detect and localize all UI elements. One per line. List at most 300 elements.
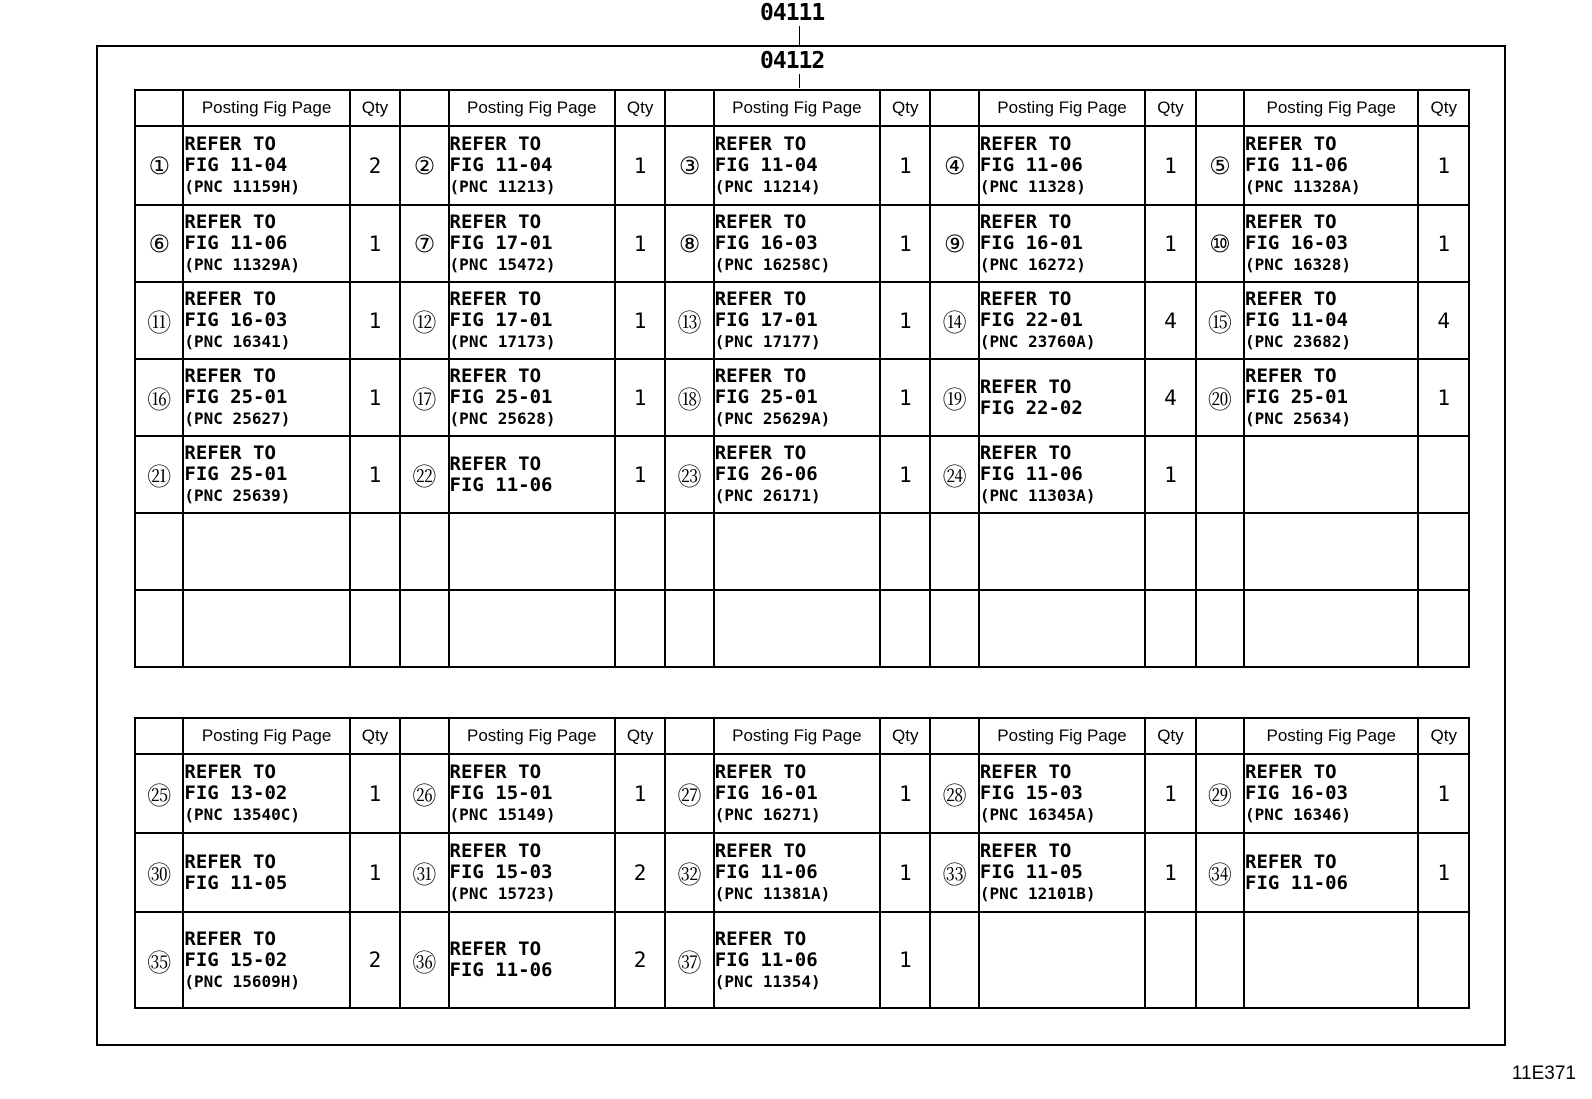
pnc-label: (PNC 11328A): [1245, 177, 1361, 196]
item-number: ⑧: [665, 205, 713, 282]
refer-to-label: REFER TO: [714, 288, 807, 310]
refer-to-label: REFER TO: [184, 211, 276, 233]
header-posting-fig-page: Posting Fig Page: [714, 718, 880, 754]
callout-leader-line: [799, 26, 800, 46]
fig-page-label: FIG 25-01: [1245, 386, 1348, 408]
header-qty: Qty: [1145, 90, 1195, 126]
posting-fig-reference: [979, 590, 1145, 667]
item-number: ③: [665, 126, 713, 205]
pnc-label: (PNC 25629A): [714, 409, 831, 428]
posting-fig-reference: [1244, 513, 1418, 590]
refer-to-label: REFER TO: [979, 375, 1072, 398]
item-number: [930, 513, 978, 590]
fig-page-label: FIG 16-01: [714, 782, 818, 804]
item-number: [930, 590, 978, 667]
header-posting-fig-page: Posting Fig Page: [449, 718, 615, 754]
quantity: 1: [350, 754, 400, 833]
posting-fig-reference: [714, 126, 880, 205]
header-posting-fig-page: Posting Fig Page: [1244, 90, 1418, 126]
pnc-label: (PNC 11381A): [714, 884, 831, 903]
posting-fig-reference: [714, 513, 880, 590]
header-posting-fig-page: Posting Fig Page: [449, 90, 615, 126]
quantity: 1: [615, 126, 665, 205]
fig-page-label: FIG 11-06: [449, 959, 553, 981]
refer-to-label: REFER TO: [979, 288, 1072, 310]
pnc-label: (PNC 16272): [979, 255, 1086, 274]
item-number: ㉑: [135, 436, 183, 513]
refer-to-label: REFER TO: [1245, 365, 1337, 387]
fig-page-label: FIG 16-03: [1245, 232, 1348, 254]
fig-page-label: FIG 17-01: [714, 309, 818, 331]
refer-to-label: REFER TO: [184, 365, 276, 387]
parts-reference-table-2: [134, 717, 1470, 1009]
quantity: [1418, 912, 1469, 1008]
refer-to-label: REFER TO: [184, 288, 276, 310]
fig-page-label: FIG 13-02: [184, 782, 288, 804]
header-number-cell: [930, 718, 978, 754]
quantity: 1: [350, 833, 400, 912]
pnc-label: (PNC 15723): [449, 884, 556, 903]
quantity: 2: [615, 912, 665, 1008]
assembly-callout-top: 04111: [760, 0, 825, 26]
item-number: ⑫: [400, 282, 448, 359]
posting-fig-reference: [449, 282, 615, 359]
posting-fig-reference: [449, 754, 615, 833]
quantity: 1: [615, 359, 665, 436]
item-number: ㉒: [400, 436, 448, 513]
item-number: ⑭: [930, 282, 978, 359]
quantity: 1: [615, 754, 665, 833]
fig-page-label: FIG 22-02: [979, 396, 1083, 419]
fig-page-label: FIG 11-06: [714, 861, 818, 883]
parts-reference-table-1: [134, 89, 1470, 668]
quantity: [1145, 513, 1195, 590]
item-number: ①: [135, 126, 183, 205]
item-number: ②: [400, 126, 448, 205]
header-number-cell: [1196, 90, 1244, 126]
fig-page-label: FIG 11-04: [1245, 309, 1348, 331]
posting-fig-reference: [449, 912, 615, 1008]
header-qty: Qty: [1418, 90, 1469, 126]
posting-fig-reference: [183, 912, 349, 1008]
pnc-label: (PNC 17177): [714, 332, 821, 351]
refer-to-label: REFER TO: [184, 850, 276, 873]
item-number: ㉖: [400, 754, 448, 833]
refer-to-label: REFER TO: [449, 840, 542, 862]
posting-fig-reference: [714, 205, 880, 282]
item-number: ⑳: [1196, 359, 1244, 436]
refer-to-label: REFER TO: [979, 761, 1072, 783]
table-row: [135, 754, 1469, 833]
posting-fig-reference: [1244, 912, 1418, 1008]
posting-fig-reference: [449, 126, 615, 205]
pnc-label: (PNC 25628): [449, 409, 556, 428]
item-number: ㉚: [135, 833, 183, 912]
fig-page-label: FIG 22-01: [979, 309, 1083, 331]
item-number: ⑨: [930, 205, 978, 282]
header-number-cell: [400, 718, 448, 754]
item-number: ⑮: [1196, 282, 1244, 359]
item-number: ㉜: [665, 833, 713, 912]
pnc-label: (PNC 23760A): [979, 332, 1096, 351]
posting-fig-reference: [979, 754, 1145, 833]
quantity: 1: [880, 912, 930, 1008]
quantity: 1: [1418, 833, 1469, 912]
fig-page-label: FIG 17-01: [449, 309, 553, 331]
item-number: ⑪: [135, 282, 183, 359]
item-number: [1196, 912, 1244, 1008]
quantity: 1: [1418, 754, 1469, 833]
pnc-label: (PNC 15609H): [184, 971, 300, 991]
quantity: [1145, 912, 1195, 1008]
posting-fig-reference: [1244, 359, 1418, 436]
item-number: [400, 590, 448, 667]
posting-fig-reference: [979, 359, 1145, 436]
refer-to-label: REFER TO: [449, 938, 542, 960]
item-number: ⑬: [665, 282, 713, 359]
header-qty: Qty: [615, 90, 665, 126]
quantity: [1418, 590, 1469, 667]
pnc-label: (PNC 26171): [714, 486, 821, 505]
item-number: ⑰: [400, 359, 448, 436]
quantity: [350, 590, 400, 667]
item-number: ⑤: [1196, 126, 1244, 205]
header-posting-fig-page: Posting Fig Page: [1244, 718, 1418, 754]
posting-fig-reference: [449, 359, 615, 436]
posting-fig-reference: [714, 833, 880, 912]
item-number: [135, 590, 183, 667]
fig-page-label: FIG 11-06: [449, 473, 553, 496]
pnc-label: (PNC 11354): [714, 971, 821, 991]
fig-page-label: FIG 11-05: [979, 861, 1083, 883]
header-qty: Qty: [880, 718, 930, 754]
refer-to-label: REFER TO: [714, 927, 807, 950]
table-row: [135, 436, 1469, 513]
posting-fig-reference: [449, 590, 615, 667]
refer-to-label: REFER TO: [1245, 850, 1337, 873]
quantity: 1: [1145, 436, 1195, 513]
fig-page-label: FIG 25-01: [714, 386, 818, 408]
pnc-label: (PNC 11213): [449, 177, 556, 196]
pnc-label: (PNC 15149): [449, 805, 556, 824]
quantity: 4: [1418, 282, 1469, 359]
quantity: [1418, 436, 1469, 513]
posting-fig-reference: [183, 436, 349, 513]
item-number: ⑱: [665, 359, 713, 436]
posting-fig-reference: [183, 833, 349, 912]
quantity: 1: [1145, 205, 1195, 282]
item-number: ㉞: [1196, 833, 1244, 912]
quantity: 1: [880, 436, 930, 513]
posting-fig-reference: [714, 754, 880, 833]
posting-fig-reference: [1244, 205, 1418, 282]
item-number: [400, 513, 448, 590]
fig-page-label: FIG 11-04: [449, 154, 553, 176]
posting-fig-reference: [714, 436, 880, 513]
posting-fig-reference: [979, 436, 1145, 513]
header-posting-fig-page: Posting Fig Page: [979, 90, 1145, 126]
item-number: ㉔: [930, 436, 978, 513]
table-row: [135, 833, 1469, 912]
item-number: ⑥: [135, 205, 183, 282]
header-number-cell: [135, 718, 183, 754]
item-number: [665, 590, 713, 667]
quantity: [615, 513, 665, 590]
posting-fig-reference: [449, 436, 615, 513]
item-number: ㉕: [135, 754, 183, 833]
posting-fig-reference: [1244, 282, 1418, 359]
item-number: [930, 912, 978, 1008]
refer-to-label: REFER TO: [714, 133, 807, 155]
quantity: [880, 513, 930, 590]
posting-fig-reference: [449, 833, 615, 912]
quantity: [615, 590, 665, 667]
posting-fig-reference: [449, 513, 615, 590]
quantity: 1: [615, 436, 665, 513]
pnc-label: (PNC 25634): [1245, 409, 1351, 428]
pnc-label: (PNC 23682): [1245, 332, 1351, 351]
header-number-cell: [665, 718, 713, 754]
posting-fig-reference: [979, 126, 1145, 205]
fig-page-label: FIG 11-06: [714, 948, 818, 971]
posting-fig-reference: [979, 205, 1145, 282]
quantity: 1: [880, 126, 930, 205]
fig-page-label: FIG 16-03: [184, 309, 288, 331]
refer-to-label: REFER TO: [1245, 761, 1337, 783]
pnc-label: (PNC 25639): [184, 486, 291, 505]
quantity: 4: [1145, 359, 1195, 436]
fig-page-label: FIG 11-06: [979, 463, 1083, 485]
posting-fig-reference: [979, 282, 1145, 359]
pnc-label: (PNC 16345A): [979, 805, 1096, 824]
quantity: 4: [1145, 282, 1195, 359]
quantity: [880, 590, 930, 667]
fig-page-label: FIG 25-01: [184, 386, 288, 408]
quantity: 1: [880, 282, 930, 359]
posting-fig-reference: [714, 912, 880, 1008]
item-number: ㉗: [665, 754, 713, 833]
refer-to-label: REFER TO: [449, 365, 542, 387]
pnc-label: (PNC 16341): [184, 332, 291, 351]
item-number: ㉘: [930, 754, 978, 833]
posting-fig-reference: [1244, 754, 1418, 833]
header-qty: Qty: [1145, 718, 1195, 754]
item-number: ⑲: [930, 359, 978, 436]
posting-fig-reference: [183, 754, 349, 833]
refer-to-label: REFER TO: [1245, 288, 1337, 310]
pnc-label: (PNC 11214): [714, 177, 821, 196]
refer-to-label: REFER TO: [714, 442, 807, 464]
item-number: ㉝: [930, 833, 978, 912]
quantity: 1: [350, 282, 400, 359]
pnc-label: (PNC 15472): [449, 255, 556, 274]
item-number: ㉙: [1196, 754, 1244, 833]
refer-to-label: REFER TO: [1245, 133, 1337, 155]
item-number: ㉓: [665, 436, 713, 513]
pnc-label: (PNC 25627): [184, 409, 291, 428]
quantity: 1: [880, 833, 930, 912]
quantity: 1: [350, 359, 400, 436]
quantity: 1: [1145, 754, 1195, 833]
refer-to-label: REFER TO: [714, 761, 807, 783]
refer-to-label: REFER TO: [979, 840, 1072, 862]
pnc-label: (PNC 11159H): [184, 177, 300, 196]
refer-to-label: REFER TO: [449, 288, 542, 310]
refer-to-label: REFER TO: [184, 442, 276, 464]
header-posting-fig-page: Posting Fig Page: [183, 718, 349, 754]
header-qty: Qty: [615, 718, 665, 754]
header-posting-fig-page: Posting Fig Page: [183, 90, 349, 126]
header-qty: Qty: [880, 90, 930, 126]
posting-fig-reference: [979, 912, 1145, 1008]
header-number-cell: [930, 90, 978, 126]
posting-fig-reference: [183, 359, 349, 436]
item-number: ⑯: [135, 359, 183, 436]
callout-leader-line: [799, 74, 800, 88]
table-row: [135, 282, 1469, 359]
fig-page-label: FIG 15-03: [979, 782, 1083, 804]
fig-page-label: FIG 17-01: [449, 232, 553, 254]
item-number: ④: [930, 126, 978, 205]
refer-to-label: REFER TO: [714, 840, 807, 862]
fig-page-label: FIG 15-02: [184, 948, 288, 971]
quantity: 1: [880, 205, 930, 282]
fig-page-label: FIG 15-03: [449, 861, 553, 883]
fig-page-label: FIG 16-03: [1245, 782, 1348, 804]
table-row: [135, 205, 1469, 282]
item-number: ㊲: [665, 912, 713, 1008]
item-number: [1196, 513, 1244, 590]
header-number-cell: [135, 90, 183, 126]
quantity: [1145, 590, 1195, 667]
item-number: ㊱: [400, 912, 448, 1008]
fig-page-label: FIG 11-06: [979, 154, 1083, 176]
posting-fig-reference: [1244, 833, 1418, 912]
refer-to-label: REFER TO: [184, 133, 276, 155]
refer-to-label: REFER TO: [1245, 211, 1337, 233]
pnc-label: (PNC 11303A): [979, 486, 1096, 505]
item-number: ㉟: [135, 912, 183, 1008]
pnc-label: (PNC 13540C): [184, 805, 300, 824]
header-qty: Qty: [350, 90, 400, 126]
table-row: [135, 359, 1469, 436]
refer-to-label: REFER TO: [979, 133, 1072, 155]
refer-to-label: REFER TO: [184, 927, 276, 950]
posting-fig-reference: [183, 205, 349, 282]
quantity: [1418, 513, 1469, 590]
pnc-label: (PNC 16346): [1245, 805, 1351, 824]
quantity: 1: [1418, 126, 1469, 205]
posting-fig-reference: [979, 513, 1145, 590]
fig-page-label: FIG 11-06: [1245, 154, 1348, 176]
item-number: ⑦: [400, 205, 448, 282]
table-row: [135, 513, 1469, 590]
posting-fig-reference: [979, 833, 1145, 912]
item-number: [665, 513, 713, 590]
posting-fig-reference: [714, 359, 880, 436]
figure-code: 11E371: [1511, 1063, 1576, 1084]
header-number-cell: [1196, 718, 1244, 754]
header-qty: Qty: [350, 718, 400, 754]
posting-fig-reference: [1244, 590, 1418, 667]
posting-fig-reference: [714, 590, 880, 667]
header-posting-fig-page: Posting Fig Page: [714, 90, 880, 126]
fig-page-label: FIG 11-05: [184, 871, 288, 894]
quantity: 1: [1145, 833, 1195, 912]
fig-page-label: FIG 11-04: [184, 154, 288, 176]
fig-page-label: FIG 11-06: [184, 232, 288, 254]
pnc-label: (PNC 12101B): [979, 884, 1096, 903]
fig-page-label: FIG 16-03: [714, 232, 818, 254]
fig-page-label: FIG 26-06: [714, 463, 818, 485]
posting-fig-reference: [183, 513, 349, 590]
quantity: 1: [1418, 205, 1469, 282]
assembly-callout-inner: 04112: [760, 48, 825, 74]
fig-page-label: FIG 25-01: [184, 463, 288, 485]
pnc-label: (PNC 11328): [979, 177, 1086, 196]
posting-fig-reference: [449, 205, 615, 282]
posting-fig-reference: [1244, 126, 1418, 205]
item-number: [1196, 590, 1244, 667]
header-number-cell: [665, 90, 713, 126]
fig-page-label: FIG 25-01: [449, 386, 553, 408]
item-number: [1196, 436, 1244, 513]
quantity: [350, 513, 400, 590]
pnc-label: (PNC 16258C): [714, 255, 831, 274]
posting-fig-reference: [714, 282, 880, 359]
quantity: 1: [615, 205, 665, 282]
quantity: 2: [350, 912, 400, 1008]
item-number: ⑩: [1196, 205, 1244, 282]
fig-page-label: FIG 16-01: [979, 232, 1083, 254]
header-posting-fig-page: Posting Fig Page: [979, 718, 1145, 754]
quantity: 1: [350, 205, 400, 282]
fig-page-label: FIG 11-06: [1245, 871, 1348, 894]
fig-page-label: FIG 11-04: [714, 154, 818, 176]
item-number: ㉛: [400, 833, 448, 912]
refer-to-label: REFER TO: [449, 211, 542, 233]
table-row: [135, 590, 1469, 667]
pnc-label: (PNC 16271): [714, 805, 821, 824]
posting-fig-reference: [1244, 436, 1418, 513]
table-row: [135, 912, 1469, 1008]
table-row: [135, 126, 1469, 205]
pnc-label: (PNC 16328): [1245, 255, 1351, 274]
refer-to-label: REFER TO: [979, 442, 1072, 464]
refer-to-label: REFER TO: [449, 761, 542, 783]
quantity: 1: [880, 359, 930, 436]
posting-fig-reference: [183, 590, 349, 667]
refer-to-label: REFER TO: [979, 211, 1072, 233]
header-number-cell: [400, 90, 448, 126]
quantity: 1: [1145, 126, 1195, 205]
quantity: 1: [615, 282, 665, 359]
posting-fig-reference: [183, 282, 349, 359]
pnc-label: (PNC 17173): [449, 332, 556, 351]
refer-to-label: REFER TO: [714, 365, 807, 387]
quantity: 1: [880, 754, 930, 833]
refer-to-label: REFER TO: [714, 211, 807, 233]
quantity: 2: [615, 833, 665, 912]
refer-to-label: REFER TO: [449, 133, 542, 155]
item-number: [135, 513, 183, 590]
quantity: 2: [350, 126, 400, 205]
refer-to-label: REFER TO: [184, 761, 276, 783]
refer-to-label: REFER TO: [449, 452, 542, 475]
fig-page-label: FIG 15-01: [449, 782, 553, 804]
quantity: 1: [350, 436, 400, 513]
header-qty: Qty: [1418, 718, 1469, 754]
